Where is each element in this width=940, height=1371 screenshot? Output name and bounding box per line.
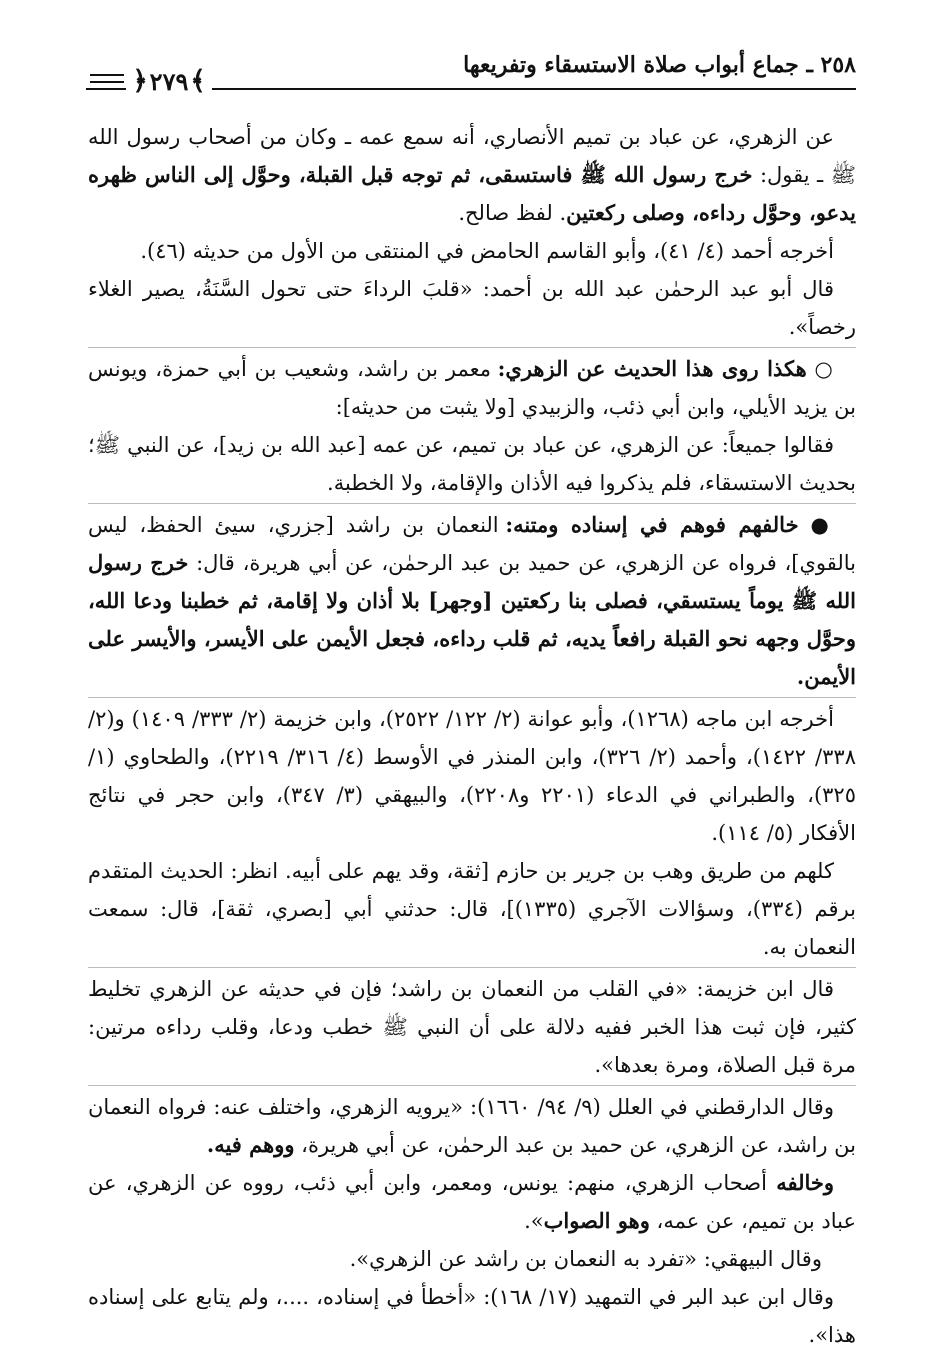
paragraph <box>88 426 856 502</box>
text: وقال ابن عبد البر في التمهيد (١٧/ ١٦٨): «أخطأ في إسناده، ....، ولم يتابع على إسناده هذا». <box>88 1285 856 1347</box>
hadith-number: ٢٧٩ <box>149 66 189 96</box>
text: قال أبو عبد الرحمٰن عبد الله بن أحمد: «قلبَ الرداءَ حتى تحول السَّنَةُ، يصير الغلاء رخصاً». <box>88 277 856 339</box>
divider <box>88 967 856 968</box>
bold-text: خالفهم فوهم في إسناده ومتنه: <box>505 512 799 537</box>
paragraph <box>88 350 856 426</box>
text: كلهم من طريق وهب بن جرير بن حازم [ثقة، وقد يهم على أبيه. انظر: الحديث المتقدم برقم (٣٣٤)، وسؤالات الآجري (١٣٣٥)]، قال: حدثني أبي [بصري، ثقة]، قال: سمعت النعمان به. <box>88 859 857 959</box>
ornament-left-icon: ﴾ <box>190 66 206 96</box>
paragraph <box>88 970 856 1084</box>
page-body <box>88 118 856 1354</box>
divider <box>88 1085 856 1086</box>
text: أخرجه أحمد (٤/ ٤١)، وأبو القاسم الحامض في المنتقى من الأول من حديثه (٤٦). <box>140 239 834 263</box>
text: ». <box>524 1209 544 1233</box>
bold-text: وهو الصواب <box>543 1208 650 1233</box>
text: ○ <box>806 357 834 381</box>
paragraph <box>88 1278 856 1354</box>
paragraph <box>88 1240 856 1278</box>
divider <box>88 503 856 504</box>
paragraph <box>88 1088 856 1164</box>
bold-text: خرج رسول الله ﷺ فاستسقى، ثم توجه قبل القبلة، وحوَّل إلى الناس ظهره يدعو، وحوَّل رداءه، وصلى ركعتين <box>88 162 856 225</box>
text: أصحاب الزهري، منهم: يونس، ومعمر، وابن أبي ذئب، رووه عن الزهري، عن عباد بن تميم، عن عمه، <box>88 1171 856 1233</box>
paragraph <box>88 232 856 270</box>
bold-text: خرج رسول الله ﷺ يوماً يستسقي، فصلى بنا ركعتين [وجهر] بلا أذان ولا إقامة، ثم خطبنا ودعا الله، وحوَّل وجهه نحو القبلة رافعاً يديه، ثم قلب رداءه، فجعل الأيمن على الأيسر، والأيسر على الأيمن. <box>88 550 856 689</box>
text: فقالوا جميعاً: عن الزهري، عن عباد بن تميم، عن عمه [عبد الله بن زيد]، عن النبي ﷺ؛ بحديث الاستسقاء، فلم يذكروا فيه الأذان والإقامة، ولا الخطبة. <box>88 433 856 495</box>
paragraph <box>88 700 856 852</box>
text: معمر بن راشد، وشعيب بن أبي حمزة، ويونس بن يزيد الأيلي، وابن أبي ذئب، والزبيدي [ولا يثبت من حديثه]: <box>88 357 856 419</box>
text: وقال الدارقطني في العلل (٩/ ٩٤/ ١٦٦٠): «يرويه الزهري، واختلف عنه: فرواه النعمان بن راشد، عن الزهري، عن حميد بن عبد الرحمٰن، عن أبي هريرة، <box>88 1095 856 1157</box>
divider <box>88 347 856 348</box>
hadith-number-badge <box>126 62 212 100</box>
bold-text: وخالفه <box>776 1170 834 1195</box>
running-title: ٢٥٨ ـ جماع أبواب صلاة الاستسقاء وتفريعها <box>463 52 856 78</box>
ornament-right-icon: ﴿ <box>132 66 148 96</box>
paragraph <box>88 1164 856 1240</box>
ornament-lines <box>90 74 124 88</box>
paragraph <box>88 852 856 966</box>
text: أخرجه ابن ماجه (١٢٦٨)، وأبو عوانة (٢/ ١٢٢/ ٢٥٢٢)، وابن خزيمة (٢/ ٣٣٣/ ١٤٠٩) و(٢/ ٣٣٨/ ١٤٢٢)، وأحمد (٢/ ٣٢٦)، وابن المنذر في الأوسط (٤/ ٣١٦/ ٢٢١٩)، والطحاوي (١/ ٣٢٥)، والطبراني في الدعاء (٢٢٠١ و٢٢٠٨)، والبيهقي (٣/ ٣٤٧)، وابن حجر في نتائج الأفكار (٥/ ١١٤). <box>88 707 856 845</box>
text: وقال البيهقي: «تفرد به النعمان بن راشد عن الزهري». <box>349 1247 822 1271</box>
text: النعمان بن راشد [جزري، سيئ الحفظ، ليس بالقوي]، فرواه عن الزهري، عن حميد بن عبد الرحمٰن، عن أبي هريرة، قال: <box>88 513 856 575</box>
paragraph <box>88 118 856 232</box>
bold-text: هكذا روى هذا الحديث عن الزهري: <box>497 356 807 381</box>
divider <box>88 697 856 698</box>
text: عن الزهري، عن عباد بن تميم الأنصاري، أنه سمع عمه ـ وكان من أصحاب رسول الله ﷺ ـ يقول: <box>88 125 856 187</box>
text: . لفظ صالح. <box>458 201 567 225</box>
paragraph <box>88 506 856 696</box>
bold-text: ووهم فيه. <box>206 1132 295 1157</box>
text: قال ابن خزيمة: «في القلب من النعمان بن راشد؛ فإن في حديثه عن الزهري تخليط كثير، فإن ثبت هذا الخبر ففيه دلالة على أن النبي ﷺ خطب ودعا، وقلب رداءه مرتين: مرة قبل الصلاة، ومرة بعدها». <box>88 977 856 1077</box>
paragraph <box>88 270 856 346</box>
text: ● <box>798 513 834 537</box>
page-header <box>86 44 856 104</box>
